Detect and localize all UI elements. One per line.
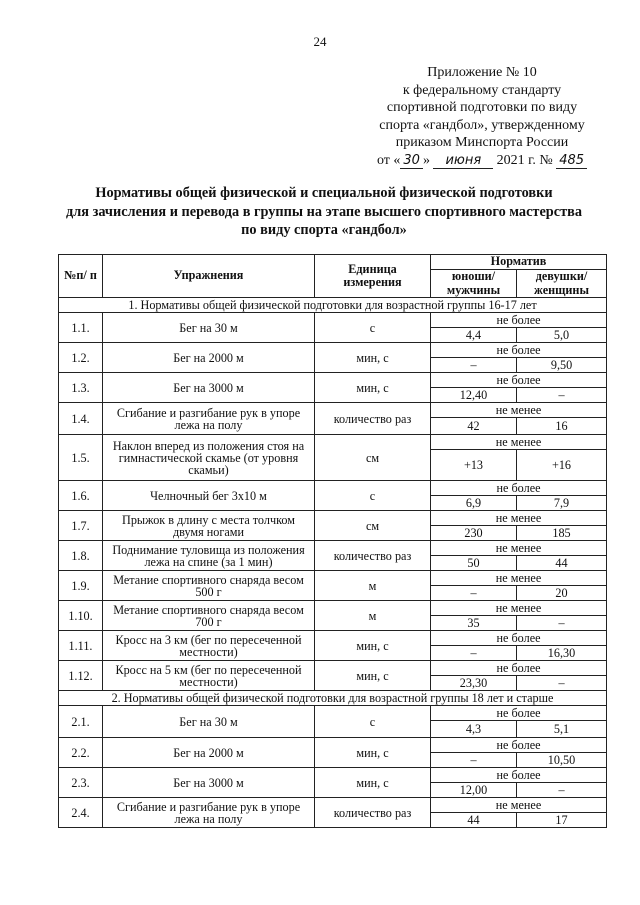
row-condition: не менее bbox=[431, 403, 607, 418]
row-condition: не более bbox=[431, 706, 607, 721]
row-unit: см bbox=[315, 435, 431, 481]
table-row bbox=[59, 738, 607, 753]
row-number: 1.12. bbox=[59, 661, 103, 691]
row-exercise: Поднимание туловища из положения лежа на спине (за 1 мин) bbox=[103, 541, 315, 571]
norms-table bbox=[58, 254, 607, 828]
row-boys-value: 12,40 bbox=[431, 388, 517, 403]
row-boys-value: 35 bbox=[431, 616, 517, 631]
title-line: по виду спорта «гандбол» bbox=[241, 222, 407, 238]
row-number: 1.9. bbox=[59, 571, 103, 601]
appendix-header bbox=[352, 64, 612, 169]
row-unit: количество раз bbox=[315, 403, 431, 435]
row-number: 1.10. bbox=[59, 601, 103, 631]
row-girls-value: 185 bbox=[517, 526, 607, 541]
row-condition: не менее bbox=[431, 571, 607, 586]
row-girls-value: – bbox=[517, 388, 607, 403]
document-title bbox=[30, 184, 618, 240]
row-girls-value: 5,1 bbox=[517, 721, 607, 738]
row-number: 1.1. bbox=[59, 313, 103, 343]
row-number: 1.8. bbox=[59, 541, 103, 571]
row-exercise: Бег на 30 м bbox=[103, 706, 315, 738]
row-exercise: Прыжок в длину с места толчком двумя ногами bbox=[103, 511, 315, 541]
row-girls-value: 16,30 bbox=[517, 646, 607, 661]
date-day: 30 bbox=[400, 154, 423, 169]
table-row bbox=[59, 571, 607, 586]
table-row bbox=[59, 511, 607, 526]
table-row bbox=[59, 798, 607, 813]
header-exercise: Упражнения bbox=[103, 255, 315, 298]
row-exercise: Сгибание и разгибание рук в упоре лежа на полу bbox=[103, 798, 315, 828]
row-boys-value: +13 bbox=[431, 450, 517, 481]
row-condition: не более bbox=[431, 343, 607, 358]
row-condition: не более bbox=[431, 631, 607, 646]
row-unit: м bbox=[315, 571, 431, 601]
table-row bbox=[59, 373, 607, 388]
header-boys: юноши/ мужчины bbox=[431, 270, 517, 298]
row-unit: с bbox=[315, 706, 431, 738]
row-number: 2.3. bbox=[59, 768, 103, 798]
row-girls-value: 17 bbox=[517, 813, 607, 828]
row-number: 1.11. bbox=[59, 631, 103, 661]
row-unit: количество раз bbox=[315, 541, 431, 571]
date-prefix: от « bbox=[376, 152, 401, 168]
row-boys-value: 42 bbox=[431, 418, 517, 435]
row-exercise: Кросс на 3 км (бег по пересеченной местности) bbox=[103, 631, 315, 661]
row-girls-value: 5,0 bbox=[517, 328, 607, 343]
row-exercise: Бег на 3000 м bbox=[103, 768, 315, 798]
row-number: 1.2. bbox=[59, 343, 103, 373]
table-row bbox=[59, 435, 607, 450]
row-boys-value: 4,4 bbox=[431, 328, 517, 343]
row-boys-value: 6,9 bbox=[431, 496, 517, 511]
row-boys-value: 4,3 bbox=[431, 721, 517, 738]
row-condition: не более bbox=[431, 738, 607, 753]
row-girls-value: – bbox=[517, 616, 607, 631]
appendix-date-line bbox=[352, 152, 612, 170]
appendix-line: к федеральному стандарту bbox=[402, 82, 562, 98]
page-number: 24 bbox=[313, 34, 327, 49]
section-row bbox=[59, 298, 607, 313]
row-girls-value: 44 bbox=[517, 556, 607, 571]
row-unit: количество раз bbox=[315, 798, 431, 828]
row-unit: м bbox=[315, 601, 431, 631]
date-day-close: » bbox=[422, 152, 430, 168]
row-girls-value: 16 bbox=[517, 418, 607, 435]
row-condition: не более bbox=[431, 768, 607, 783]
row-unit: с bbox=[315, 481, 431, 511]
row-condition: не менее bbox=[431, 541, 607, 556]
section-title: 1. Нормативы общей физической подготовки для возрастной группы 16-17 лет bbox=[59, 298, 607, 313]
row-exercise: Сгибание и разгибание рук в упоре лежа на полу bbox=[103, 403, 315, 435]
header-unit: Единица измерения bbox=[315, 255, 431, 298]
row-exercise: Метание спортивного снаряда весом 700 г bbox=[103, 601, 315, 631]
section-title: 2. Нормативы общей физической подготовки для возрастной группы 18 лет и старше bbox=[59, 691, 607, 706]
row-number: 1.6. bbox=[59, 481, 103, 511]
row-condition: не более bbox=[431, 481, 607, 496]
row-condition: не менее bbox=[431, 435, 607, 450]
table-row bbox=[59, 661, 607, 676]
row-number: 2.2. bbox=[59, 738, 103, 768]
row-condition: не более bbox=[431, 661, 607, 676]
row-boys-value: – bbox=[431, 646, 517, 661]
row-exercise: Бег на 3000 м bbox=[103, 373, 315, 403]
row-condition: не менее bbox=[431, 511, 607, 526]
appendix-line: приказом Минспорта России bbox=[395, 135, 569, 150]
table-row bbox=[59, 631, 607, 646]
date-month: июня bbox=[433, 154, 493, 169]
row-girls-value: – bbox=[517, 783, 607, 798]
order-number: 485 bbox=[556, 154, 587, 169]
row-condition: не более bbox=[431, 373, 607, 388]
table-row bbox=[59, 768, 607, 783]
row-unit: мин, с bbox=[315, 768, 431, 798]
row-condition: не более bbox=[431, 313, 607, 328]
row-exercise: Челночный бег 3x10 м bbox=[103, 481, 315, 511]
appendix-line: спортивной подготовки по виду bbox=[386, 100, 578, 115]
row-boys-value: 230 bbox=[431, 526, 517, 541]
row-condition: не менее bbox=[431, 601, 607, 616]
row-boys-value: – bbox=[431, 358, 517, 373]
table-row bbox=[59, 481, 607, 496]
row-girls-value: – bbox=[517, 676, 607, 691]
row-condition: не менее bbox=[431, 798, 607, 813]
row-unit: см bbox=[315, 511, 431, 541]
row-girls-value: 9,50 bbox=[517, 358, 607, 373]
date-year: 2021 г. № bbox=[496, 152, 553, 168]
row-unit: мин, с bbox=[315, 631, 431, 661]
row-exercise: Метание спортивного снаряда весом 500 г bbox=[103, 571, 315, 601]
row-unit: мин, с bbox=[315, 738, 431, 768]
row-exercise: Кросс на 5 км (бег по пересеченной местности) bbox=[103, 661, 315, 691]
table-row bbox=[59, 343, 607, 358]
table-row bbox=[59, 601, 607, 616]
row-boys-value: – bbox=[431, 586, 517, 601]
row-number: 2.4. bbox=[59, 798, 103, 828]
row-boys-value: 50 bbox=[431, 556, 517, 571]
row-girls-value: 10,50 bbox=[517, 753, 607, 768]
table-body bbox=[59, 298, 607, 828]
appendix-line: Приложение № 10 bbox=[427, 65, 537, 80]
title-line: Нормативы общей физической и специальной физической подготовки bbox=[95, 185, 553, 201]
row-exercise: Бег на 2000 м bbox=[103, 738, 315, 768]
table-row bbox=[59, 541, 607, 556]
appendix-line: спорта «гандбол», утвержденному bbox=[379, 117, 585, 133]
row-number: 1.7. bbox=[59, 511, 103, 541]
row-unit: мин, с bbox=[315, 373, 431, 403]
section-row bbox=[59, 691, 607, 706]
row-girls-value: 20 bbox=[517, 586, 607, 601]
header-num: №п/ п bbox=[59, 255, 103, 298]
row-exercise: Наклон вперед из положения стоя на гимнастической скамье (от уровня скамьи) bbox=[103, 435, 315, 481]
row-unit: мин, с bbox=[315, 343, 431, 373]
row-boys-value: 44 bbox=[431, 813, 517, 828]
title-line: для зачисления и перевода в группы на этапе высшего спортивного мастерства bbox=[66, 203, 582, 220]
table-row bbox=[59, 706, 607, 721]
row-unit: с bbox=[315, 313, 431, 343]
row-boys-value: 12,00 bbox=[431, 783, 517, 798]
row-number: 2.1. bbox=[59, 706, 103, 738]
header-girls: девушки/ женщины bbox=[517, 270, 607, 298]
row-girls-value: 7,9 bbox=[517, 496, 607, 511]
table-row bbox=[59, 313, 607, 328]
row-number: 1.5. bbox=[59, 435, 103, 481]
header-norm: Норматив bbox=[431, 255, 607, 270]
row-number: 1.4. bbox=[59, 403, 103, 435]
table-row bbox=[59, 403, 607, 418]
row-exercise: Бег на 30 м bbox=[103, 313, 315, 343]
row-boys-value: 23,30 bbox=[431, 676, 517, 691]
row-boys-value: – bbox=[431, 753, 517, 768]
row-girls-value: +16 bbox=[517, 450, 607, 481]
row-unit: мин, с bbox=[315, 661, 431, 691]
row-number: 1.3. bbox=[59, 373, 103, 403]
row-exercise: Бег на 2000 м bbox=[103, 343, 315, 373]
